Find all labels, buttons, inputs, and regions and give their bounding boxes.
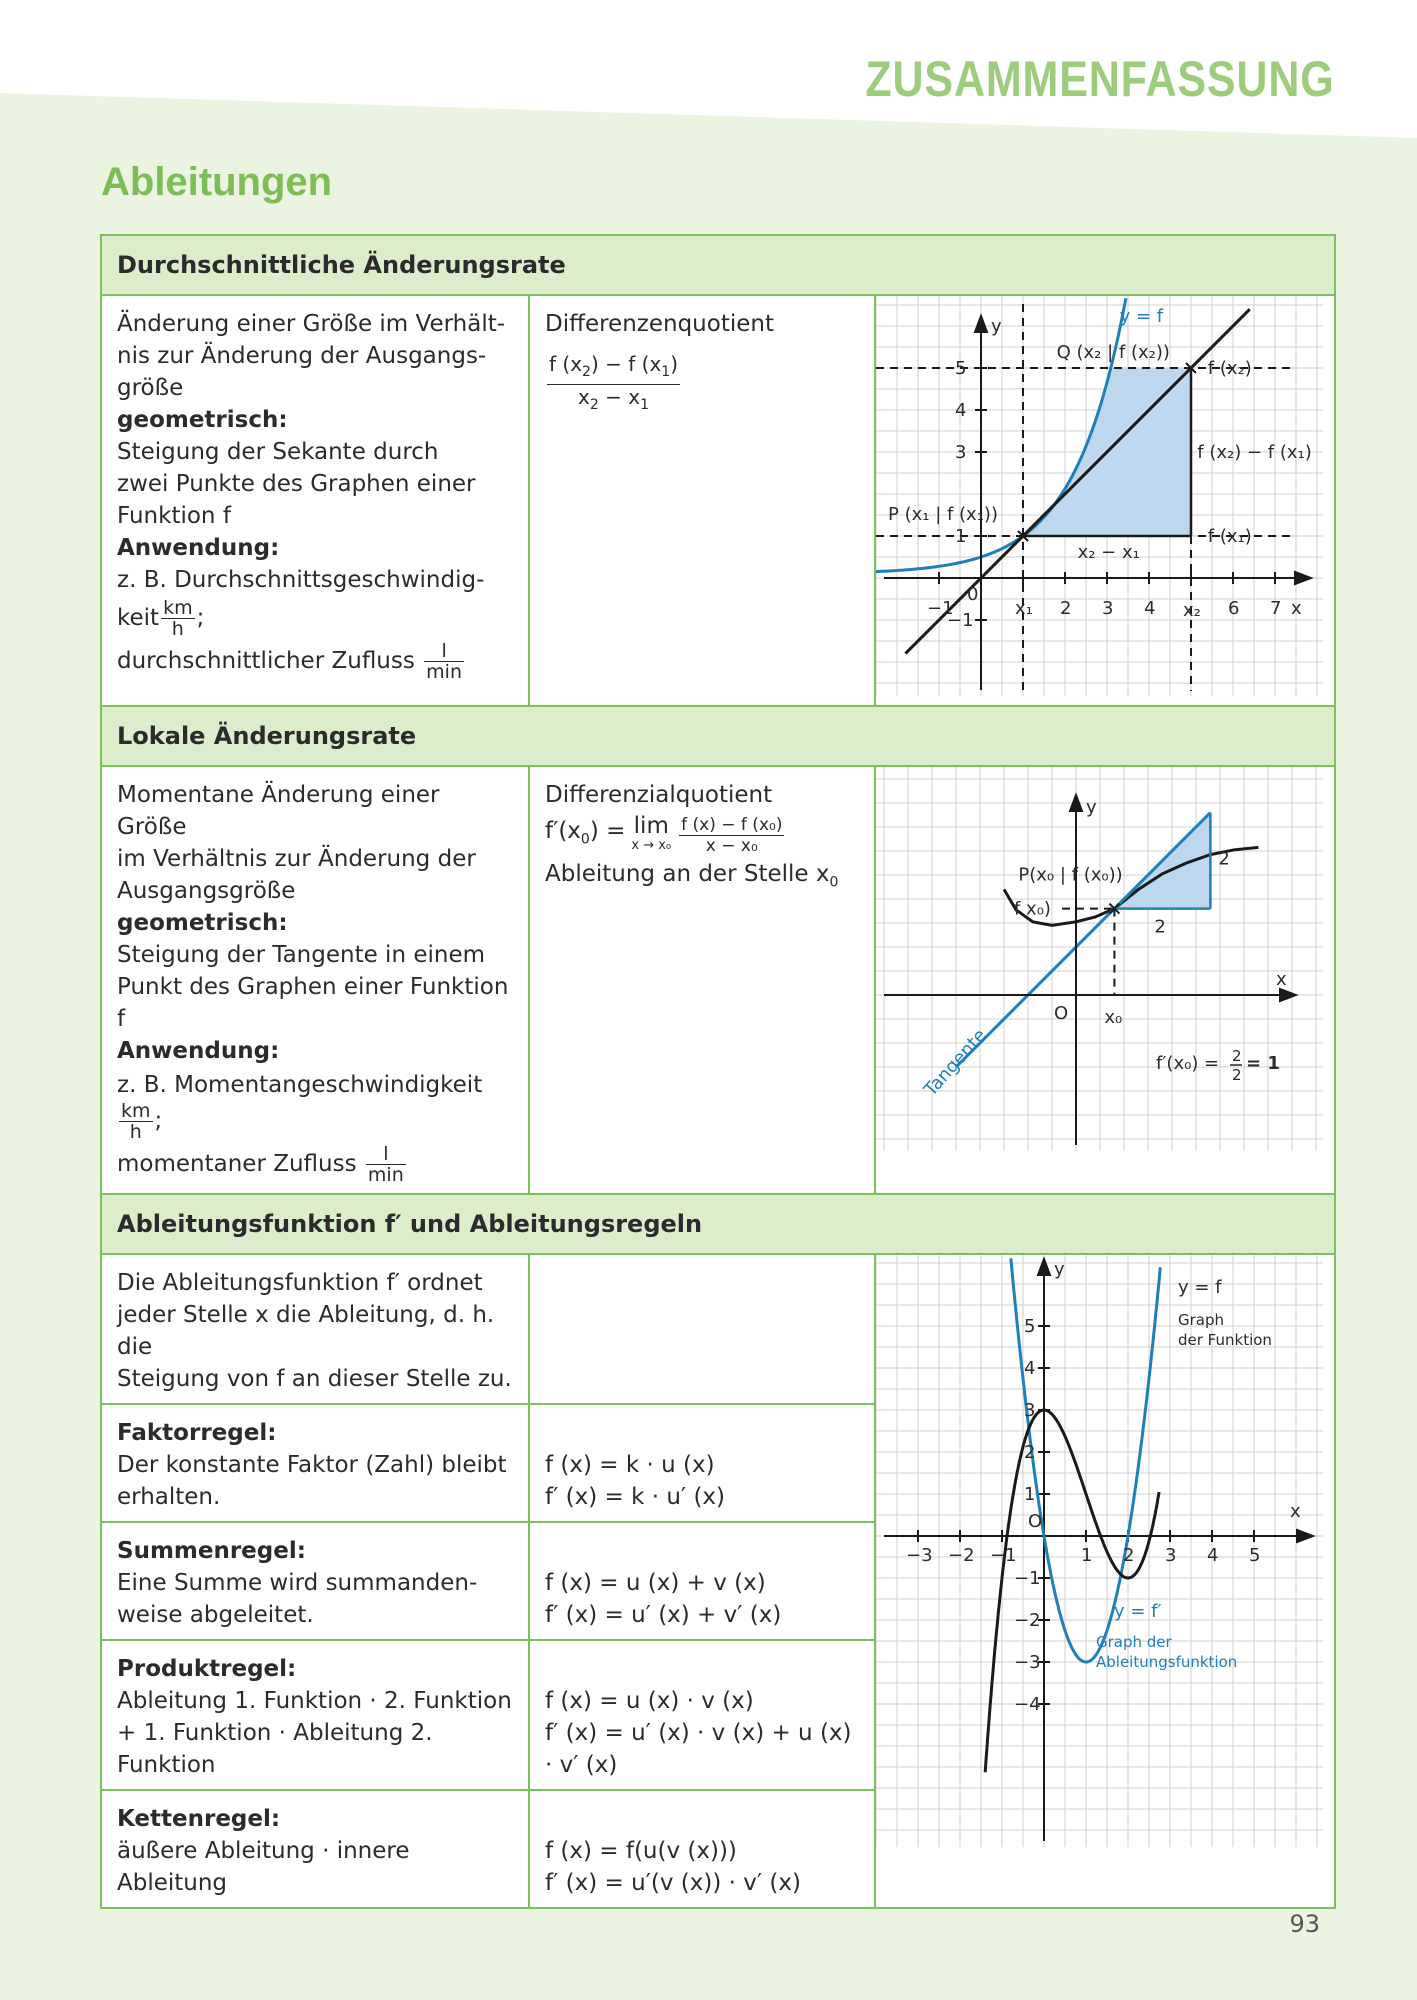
unit-den: min [367, 1164, 404, 1186]
y-tick-label: 2 [1024, 1442, 1036, 1463]
y-tick-label: 4 [1024, 1358, 1036, 1379]
desc-line: jeder Stelle x die Ableitung, d. h. die [117, 1302, 495, 1360]
x2-label: x₂ [1183, 600, 1201, 621]
t: 1 [661, 364, 671, 380]
derivative-result-label: f′(x₀) = [1156, 1053, 1220, 1074]
unit-num: l [366, 1144, 406, 1165]
rule-desc: Eine Summe wird summanden- [117, 1570, 478, 1596]
unit-num: km [163, 597, 193, 619]
desc-line: Punkt des Graphen einer Funktion f [117, 974, 509, 1032]
limit-fraction [679, 815, 784, 856]
f-desc: der Funktion [1178, 1331, 1272, 1349]
t: ) − f (x [590, 352, 662, 376]
x-axis-label: x [1276, 969, 1287, 990]
difference-quotient [545, 352, 860, 417]
rule-name: Faktorregel: [117, 1420, 277, 1446]
rule-desc: äußere Ableitung · innere Ableitung [117, 1838, 410, 1896]
f-desc: Graph [1178, 1311, 1225, 1329]
x-tick-label: 6 [1228, 598, 1240, 619]
dy-label: 2 [1218, 848, 1230, 870]
formula-line: f′ (x) = u′(v (x)) · v′ (x) [545, 1870, 801, 1896]
rule-desc: erhalten. [117, 1484, 221, 1510]
derivative-at-point [545, 858, 860, 899]
desc-line-unit [117, 641, 514, 682]
t [545, 815, 625, 856]
t: 1 [640, 397, 649, 413]
t: ) [670, 352, 679, 376]
y-tick-label: 1 [955, 526, 967, 547]
desc-line: größe [117, 375, 184, 401]
f-curve-label: y = f [1178, 1277, 1222, 1298]
y-tick-label: 5 [1024, 1316, 1036, 1337]
rule-desc: Ableitung 1. Funktion · 2. Funktion [117, 1688, 512, 1714]
unit-text: keit [117, 605, 160, 631]
x-tick-label: 2 [1060, 598, 1072, 619]
tangent-graph [876, 767, 1323, 1151]
y-tick-label: 4 [955, 400, 967, 421]
desc-line: im Verhältnis zur Änderung der [117, 846, 476, 872]
summary-table [100, 234, 1336, 1909]
desc-line: zwei Punkte des Graphen einer [117, 471, 476, 497]
rule-desc: + 1. Funktion · Ableitung 2. Funktion [117, 1720, 433, 1778]
point-p-label: P (x₁ | f (x₁)) [888, 504, 998, 525]
local-rate-description [101, 766, 529, 1194]
point-p-label: P(x₀ | f (x₀)) [1018, 864, 1123, 886]
desc-line: Steigung der Sekante durch [117, 439, 439, 465]
result-value: = 1 [1246, 1053, 1280, 1074]
result-numerator: 2 [1232, 1047, 1242, 1065]
origin-label: O [1054, 1003, 1069, 1024]
limit-formula [545, 812, 860, 856]
quotient-numerator [547, 352, 680, 385]
formula-line: f′ (x) = u′ (x) + v′ (x) [545, 1602, 782, 1628]
quotient-fraction [547, 352, 680, 417]
x-tick-label: −1 [990, 1545, 1017, 1566]
origin-label: 0 [967, 584, 979, 605]
section-heading-average-rate: Durchschnittliche Änderungsrate [101, 235, 1335, 295]
x-tick-label: 4 [1144, 598, 1156, 619]
y-tick-label: 1 [1024, 1484, 1036, 1505]
unit-den: h [171, 618, 184, 640]
t: 0 [829, 874, 839, 891]
derivative-function-intro [101, 1254, 529, 1404]
desc-line: nis zur Änderung der Ausgangs- [117, 343, 487, 369]
t: − x [598, 385, 641, 409]
rule-produktregel [101, 1640, 529, 1790]
fx2-label: f (x₂) [1207, 358, 1252, 379]
x-tick-label: −1 [927, 598, 954, 619]
x-tick-label: 2 [1123, 1545, 1135, 1566]
t: f (x [549, 352, 583, 376]
derivative-graph-cell [875, 1254, 1335, 1908]
unit-text: momentaner Zufluss [117, 1151, 357, 1177]
result-denominator: 2 [1232, 1066, 1242, 1084]
desc-line: Die Ableitungsfunktion f′ ordnet [117, 1270, 483, 1296]
desc-line-unit [117, 1069, 514, 1142]
formula-line: f′ (x) = k · u′ (x) [545, 1484, 726, 1510]
desc-line: Ausgangsgröße [117, 878, 296, 904]
dy-label: f (x₂) − f (x₁) [1197, 442, 1312, 463]
x-tick-label: 3 [1165, 1545, 1177, 1566]
desc-line: Steigung der Tangente in einem [117, 942, 486, 968]
unit-fraction-lmin [366, 1144, 406, 1185]
rule-faktorregel [101, 1404, 529, 1522]
t: f′(x [545, 818, 581, 845]
x-axis-label: x [1290, 1501, 1301, 1522]
rule-desc: weise abgeleitet. [117, 1602, 314, 1628]
section-label: ZUSAMMENFASSUNG [865, 51, 1335, 107]
rule-name: Kettenregel: [117, 1806, 281, 1832]
page-number: 93 [1289, 1910, 1320, 1938]
dx-label: 2 [1154, 916, 1166, 938]
secant-graph [876, 296, 1323, 696]
difference-quotient-cell [529, 295, 875, 706]
unit-text: durchschnittlicher Zufluss [117, 648, 415, 674]
desc-line: Änderung einer Größe im Verhält- [117, 311, 506, 337]
y-tick-label: −3 [1014, 1652, 1041, 1673]
unit-den: min [426, 661, 462, 683]
x-tick-label: 1 [1081, 1545, 1093, 1566]
fp-desc: Graph der [1096, 1633, 1172, 1651]
formula-line: f′ (x) = u′ (x) · v (x) + u (x) · v′ (x) [545, 1720, 852, 1778]
dx-label: x₂ − x₁ [1077, 542, 1140, 563]
rule-desc: Der konstante Faktor (Zahl) bleibt [117, 1452, 507, 1478]
unit-text: z. B. Momentangeschwindigkeit [117, 1072, 483, 1098]
x-tick-label: −2 [948, 1545, 975, 1566]
application-label: Anwendung: [117, 535, 280, 561]
y-axis-label: y [991, 316, 1002, 337]
y-tick-label: −4 [1014, 1694, 1041, 1715]
x-axis-label: x [1291, 598, 1302, 619]
formula-line: f (x) = u (x) · v (x) [545, 1688, 754, 1714]
formula-title: Differenzialquotient [545, 782, 773, 808]
formula-title: Differenzenquotient [545, 311, 774, 337]
t: Ableitung an der Stelle x [545, 861, 830, 887]
empty-cell [529, 1254, 875, 1404]
unit-fraction-kmh [119, 1101, 153, 1142]
desc-line: Funktion f [117, 503, 231, 529]
tangent-label: Tangente [920, 1024, 991, 1101]
t: 2 [589, 397, 599, 413]
x-tick-label: −3 [906, 1545, 933, 1566]
quotient-denominator [547, 385, 680, 417]
y-tick-label: 3 [1024, 1400, 1036, 1421]
y-axis-label: y [1054, 1259, 1065, 1280]
t: f (x) − f (x₀) [681, 815, 783, 835]
rule-formula [529, 1790, 875, 1908]
formula-line: f (x) = u (x) + v (x) [545, 1570, 766, 1596]
rule-formula [529, 1404, 875, 1522]
x1-label: x₁ [1015, 598, 1033, 619]
x-tick-label: 7 [1270, 598, 1282, 619]
rule-formula [529, 1522, 875, 1640]
page-title: Ableitungen [101, 160, 333, 204]
point-q-label: Q (x₂ | f (x₂)) [1056, 342, 1170, 363]
fx0-label: f x₀) [1014, 898, 1051, 920]
y-axis-arrow [975, 316, 987, 332]
rule-formula [529, 1640, 875, 1790]
semicolon: ; [154, 1108, 163, 1134]
formula-line: f (x) = k · u (x) [545, 1452, 715, 1478]
t: x [578, 385, 590, 409]
x-tick-label: 4 [1207, 1545, 1219, 1566]
t: ) = [589, 818, 626, 845]
y-tick-label: −2 [1014, 1610, 1041, 1631]
unit-fraction-kmh [161, 598, 195, 639]
y-tick-label: −1 [1014, 1568, 1041, 1589]
y-axis-label: y [1086, 797, 1097, 818]
desc-line-unit [117, 1144, 514, 1185]
t: x − x₀ [705, 836, 758, 856]
t: x → x₀ [631, 837, 672, 853]
origin-label: O [1028, 1511, 1043, 1532]
x-axis-arrow [1295, 572, 1311, 584]
differential-quotient-cell [529, 766, 875, 1194]
formula-line: f (x) = f(u(v (x))) [545, 1838, 737, 1864]
x-axis-arrow [1297, 1530, 1313, 1542]
desc-line: Steigung von f an dieser Stelle zu. [117, 1366, 512, 1392]
t: 0 [580, 831, 590, 848]
unit-den: h [129, 1121, 142, 1143]
rule-summenregel [101, 1522, 529, 1640]
derivative-graph [876, 1255, 1323, 1847]
desc-line-unit [117, 598, 514, 639]
x-tick-label: 5 [1249, 1545, 1261, 1566]
curve-label: y = f [1119, 306, 1164, 327]
t: lim [633, 812, 669, 839]
unit-fraction-lmin [424, 641, 464, 682]
desc-line: Momentane Änderung einer Größe [117, 782, 440, 840]
rule-name: Produktregel: [117, 1656, 297, 1682]
semicolon: ; [196, 605, 205, 631]
section-heading-derivative-rules: Ableitungsfunktion f′ und Ableitungsregeln [101, 1194, 1335, 1254]
geometric-label: geometrisch: [117, 407, 288, 433]
geometric-label: geometrisch: [117, 910, 288, 936]
rule-kettenregel [101, 1790, 529, 1908]
lim-operator [631, 812, 672, 856]
y-tick-label: 3 [955, 442, 967, 463]
x-tick-label: 3 [1102, 598, 1114, 619]
section-heading-local-rate: Lokale Änderungsrate [101, 706, 1335, 766]
fp-desc: Ableitungsfunktion [1096, 1653, 1238, 1671]
average-rate-description [101, 295, 529, 706]
desc-line: z. B. Durchschnittsgeschwindig- [117, 567, 485, 593]
secant-graph-cell [875, 295, 1335, 706]
unit-num: km [121, 1100, 151, 1122]
fx1-label: f (x₁) [1207, 526, 1252, 547]
t: 2 [582, 364, 591, 380]
fp-curve-label: y = f′ [1114, 1601, 1162, 1622]
x0-label: x₀ [1104, 1007, 1123, 1028]
y-tick-label: −1 [947, 610, 974, 631]
rule-name: Summenregel: [117, 1538, 306, 1564]
tangent-graph-cell [875, 766, 1335, 1194]
application-label: Anwendung: [117, 1038, 280, 1064]
y-axis-arrow [1038, 1259, 1050, 1275]
unit-num: l [424, 641, 464, 662]
x-axis-arrow [1280, 989, 1296, 1001]
y-tick-label: 5 [955, 358, 967, 379]
